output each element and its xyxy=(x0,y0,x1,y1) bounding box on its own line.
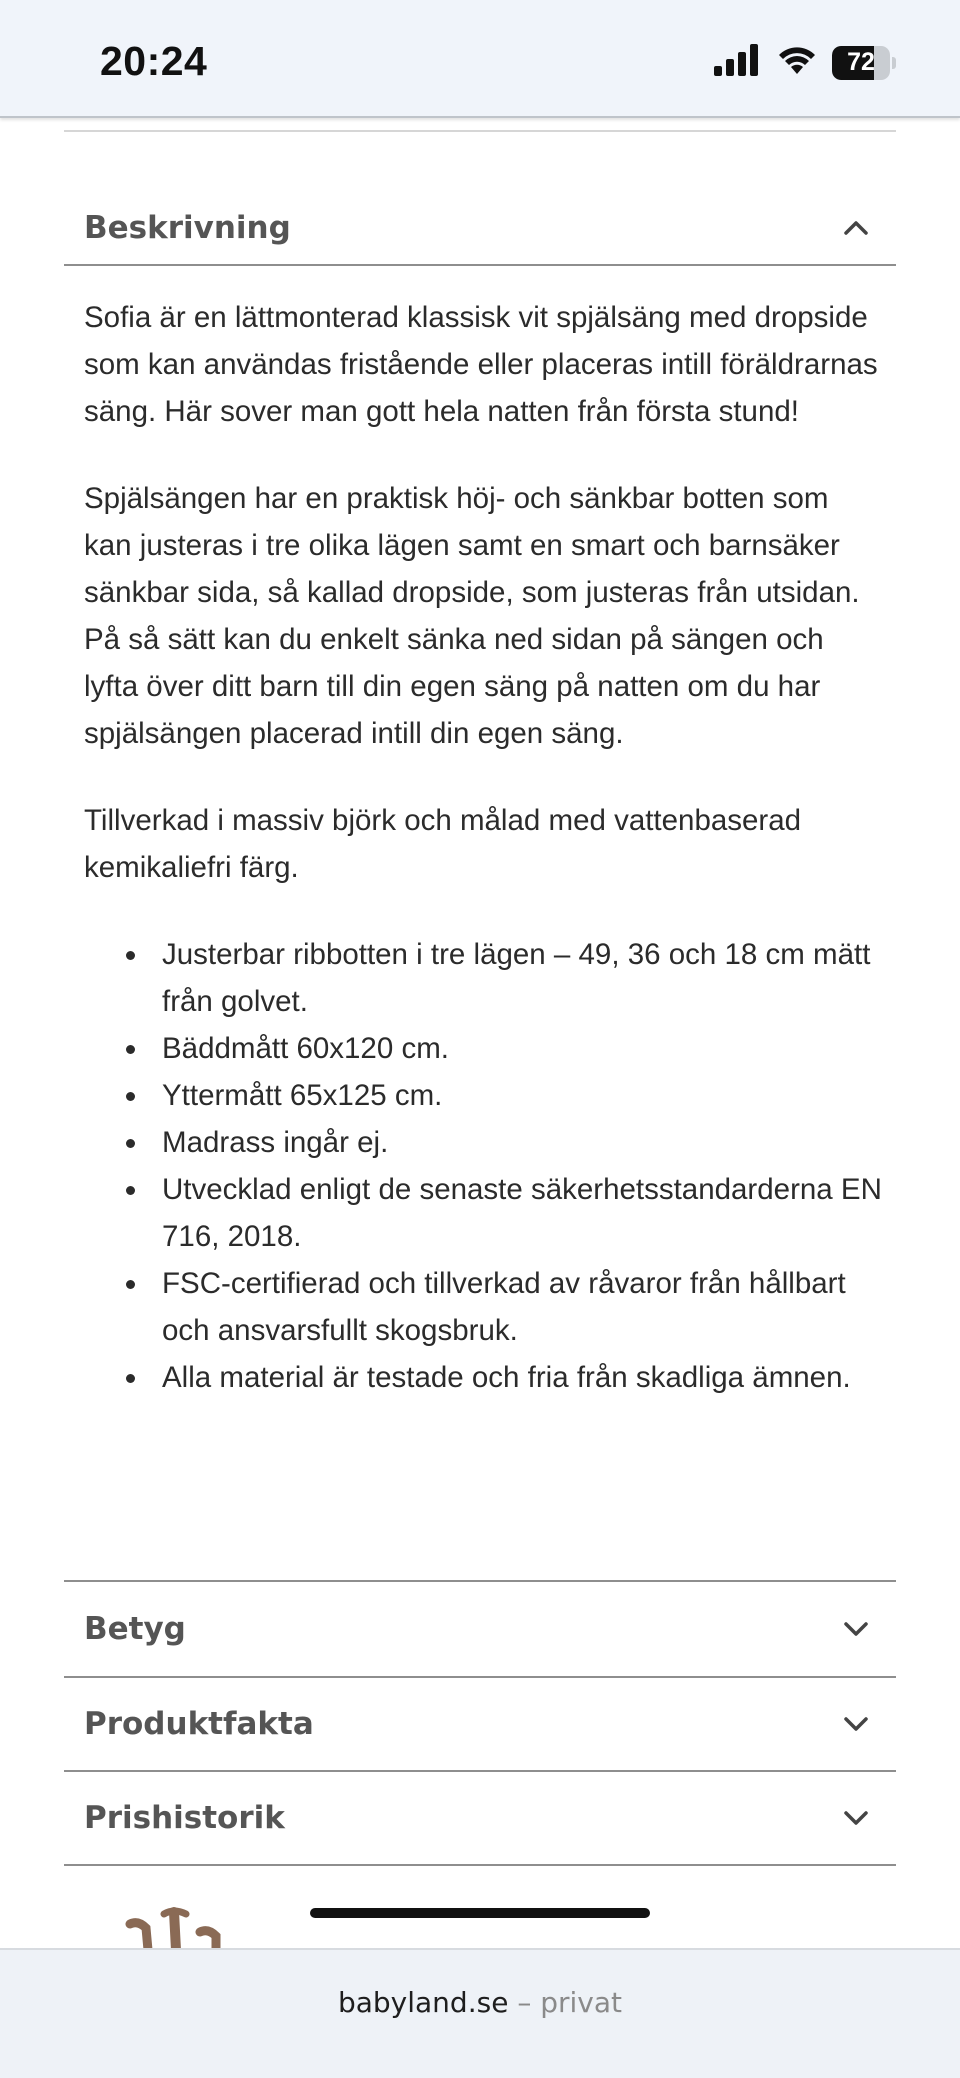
description-body xyxy=(84,294,884,1401)
battery-level: 72 xyxy=(847,48,875,76)
wifi-icon xyxy=(776,44,818,81)
section-divider xyxy=(64,264,896,266)
section-header-product-facts[interactable] xyxy=(64,1678,896,1770)
home-indicator[interactable] xyxy=(310,1908,650,1918)
feature-list-item: FSC-certifierad och tillverkad av råvaror från hållbart och ansvarsfullt skogsbruk. xyxy=(84,1260,884,1354)
feature-list-item: Justerbar ribbotten i tre lägen – 49, 36 och 18 cm mätt från golvet. xyxy=(84,931,884,1025)
battery-body xyxy=(832,46,890,80)
feature-list-item: Bäddmått 60x120 cm. xyxy=(84,1025,884,1072)
feature-list xyxy=(84,931,884,1401)
description-paragraph: Sofia är en lättmonterad klassisk vit spjälsäng med dropside som kan användas fristående eller placeras intill föräldrarnas säng. Här sover man gott hela natten från första stund! xyxy=(84,301,878,428)
status-icons xyxy=(714,44,896,81)
description-paragraph: Tillverkad i massiv björk och målad med vattenbaserad kemikaliefri färg. xyxy=(84,804,802,884)
url-domain: babyland.se xyxy=(337,1986,509,2019)
section-title-rating: Betyg xyxy=(84,1611,186,1647)
feature-list-item: Utvecklad enligt de senaste säkerhetsstandarderna EN 716, 2018. xyxy=(84,1166,884,1260)
section-title-product-facts: Produktfakta xyxy=(84,1706,314,1742)
battery-cap xyxy=(892,57,896,69)
url-display[interactable] xyxy=(0,1986,960,2019)
description-paragraph: Spjälsängen har en praktisk höj- och sänkbar botten som kan justeras i tre olika lägen samt en smart och barnsäker sänkbar sida, så kallad dropside, som justeras från utsidan. På så sätt kan du enkelt sänka ned sidan på sängen och lyfta över ditt barn till din egen säng på natten om du har spjälsängen placerad intill din egen säng. xyxy=(84,482,860,750)
section-title-price-history: Prishistorik xyxy=(84,1800,285,1836)
top-divider xyxy=(64,130,896,132)
status-bar xyxy=(0,0,960,118)
section-divider xyxy=(64,1864,896,1866)
chevron-down-icon[interactable] xyxy=(836,1704,876,1744)
browser-url-bar[interactable] xyxy=(0,1948,960,2078)
chevron-down-icon[interactable] xyxy=(836,1798,876,1838)
section-header-price-history[interactable] xyxy=(64,1772,896,1864)
product-image-thumbnail xyxy=(124,1902,244,1950)
section-header-rating[interactable] xyxy=(64,1582,896,1676)
status-time: 20:24 xyxy=(100,38,208,84)
battery-icon xyxy=(832,46,896,80)
feature-list-item: Madrass ingår ej. xyxy=(84,1119,884,1166)
cellular-signal-icon xyxy=(714,44,762,81)
private-mode-label: privat xyxy=(540,1986,623,2019)
chevron-up-icon[interactable] xyxy=(836,208,876,248)
chevron-down-icon[interactable] xyxy=(836,1609,876,1649)
url-separator: – xyxy=(517,1986,532,2019)
feature-list-item: Alla material är testade och fria från skadliga ämnen. xyxy=(84,1354,884,1401)
section-title-description: Beskrivning xyxy=(84,210,291,246)
section-header-description[interactable] xyxy=(64,178,896,278)
feature-list-item: Yttermått 65x125 cm. xyxy=(84,1072,884,1119)
